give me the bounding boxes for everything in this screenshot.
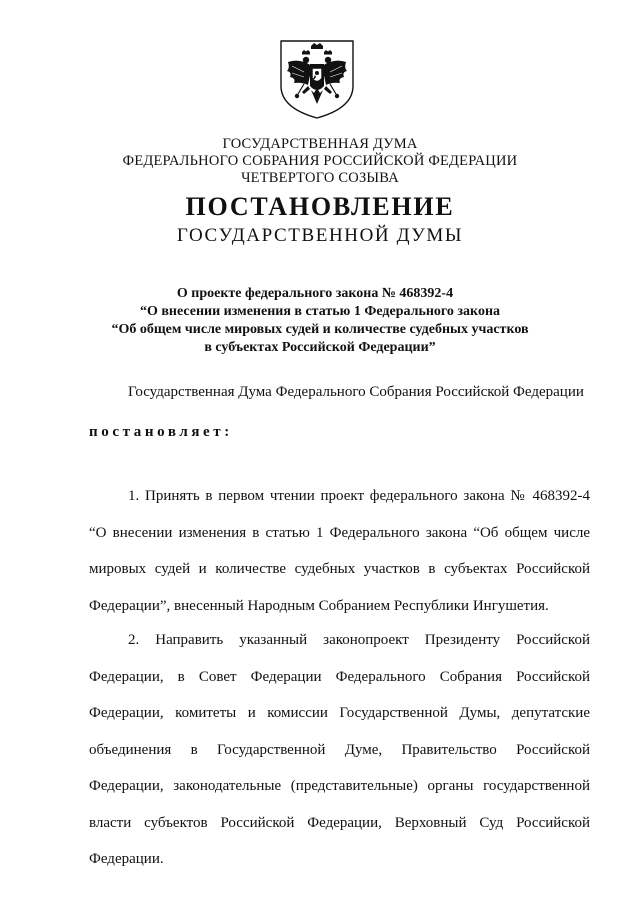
paragraph-line: “О внесении изменения в статью 1 Федерального закона “Об общем числе (89, 524, 590, 541)
subject-line: в субъектах Российской Федерации” (204, 340, 436, 355)
document-subject (0, 285, 640, 357)
paragraph-line: 2. Направить указанный законопроект Президенту Российской (128, 632, 590, 648)
paragraph-line: Федерации, законодательные (представительные) органы государственной (89, 778, 590, 794)
document-type-title: ПОСТАНОВЛЕНИЕ (185, 192, 455, 221)
paragraph-line: Федерации, в Совет Федерации Федерального Собрания Российской (89, 668, 590, 685)
paragraph-line: Федерации. (89, 851, 164, 867)
paragraph-line: власти субъектов Российской Федерации, Верховный Суд Российской (89, 814, 590, 831)
subject-line: “Об общем числе мировых судей и количестве судебных участков (111, 322, 529, 337)
org-line-convocation: ЧЕТВЕРТОГО СОЗЫВА (241, 170, 399, 186)
paragraph-2 (89, 632, 590, 888)
organization-header (0, 136, 640, 187)
subject-line: “О внесении изменения в статью 1 Федерального закона (139, 304, 501, 319)
coat-of-arms-icon (278, 38, 356, 120)
paragraph-line: мировых судей и количестве судебных участков в субъектах Российской (89, 561, 590, 577)
subject-line: О проекте федерального закона № 468392-4 (176, 286, 454, 301)
paragraph-line: Федерации, комитеты и комиссии Государственной Думы, депутатские (89, 705, 590, 721)
paragraph-1 (89, 488, 590, 634)
paragraph-line: объединения в Государственной Думе, Правительство Российской (89, 741, 590, 758)
lead-sentence: Государственная Дума Федерального Собрания Российской Федерации (128, 384, 584, 400)
paragraph-line: 1. Принять в первом чтении проект федерального закона № 468392-4 (128, 488, 590, 504)
paragraph-line: Федерации”, внесенный Народным Собранием Республики Ингушетия. (89, 597, 549, 614)
org-line-assembly: ФЕДЕРАЛЬНОГО СОБРАНИЯ РОССИЙСКОЙ ФЕДЕРАЦИИ (122, 153, 518, 169)
decree-word: постановляет: (89, 424, 233, 440)
org-line-duma: ГОСУДАРСТВЕННАЯ ДУМА (222, 136, 418, 152)
document-type-subtitle: ГОСУДАРСТВЕННОЙ ДУМЫ (176, 225, 464, 246)
